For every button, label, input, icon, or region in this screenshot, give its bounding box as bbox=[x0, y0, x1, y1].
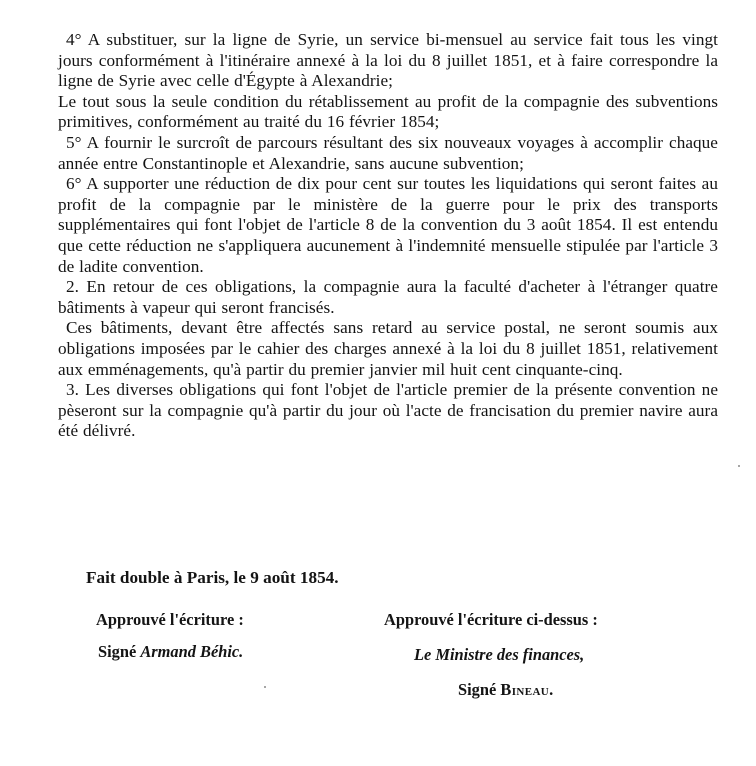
paragraph-ships: Ces bâtiments, devant être affectés sans retard au service postal, ne seront soumis aux obligations imposées par le cahier des charges annexé à la loi du 8 juillet 1851, relativement aux emménagements, qu'à partir du premier janvier mil huit cent cinquante-cinq. bbox=[58, 318, 718, 379]
paragraph-item-5: 5° A fournir le surcroît de parcours résultant des six nouveaux voyages à accomplir chaque année entre Constantinople et Alexandrie, sans aucune subvention; bbox=[58, 132, 718, 173]
right-signed-prefix: Signé bbox=[458, 680, 501, 699]
left-signed-prefix: Signé bbox=[98, 642, 141, 661]
paragraph-article-2: 2. En retour de ces obligations, la compagnie aura la faculté d'acheter à l'étranger quatre bâtiments à vapeur qui seront francisés. bbox=[58, 277, 718, 317]
paragraph-item-6: 6° A supporter une réduction de dix pour cent sur toutes les liquidations qui seront faites au profit de la compagnie par le ministère de la guerre pour le prix des transports supplémentaires qui font l'objet de l'article 8 de la convention du 3 août 1854. Il est entendu que cette réduction ne s'appliquera aucunement à l'indemnité mensuelle stipulée par l'article 3 de ladite convention. bbox=[58, 174, 718, 276]
right-approval-label: Approuvé l'écriture ci-dessus : bbox=[384, 610, 598, 629]
left-approval-label: Approuvé l'écriture : bbox=[96, 610, 244, 629]
right-signatory-name: Bineau. bbox=[500, 680, 554, 699]
paragraph-item-4: 4° A substituer, sur la ligne de Syrie, un service bi-mensuel au service fait tous les vingt jours conformément à l'itinéraire annexé à la loi du 8 juillet 1851, et à faire correspondre la ligne de Syrie avec celle d'Égypte à Alexandrie; bbox=[58, 30, 718, 91]
paragraph-condition: Le tout sous la seule condition du rétablissement au profit de la compagnie des subventions primitives, conformément au traité du 16 février 1854; bbox=[58, 91, 718, 132]
right-signature bbox=[458, 680, 554, 700]
paragraph-article-3: 3. Les diverses obligations qui font l'objet de l'article premier de la présente convention ne pèseront sur la compagnie qu'à partir du jour où l'acte de francisation du premier navire aura été délivré. bbox=[58, 380, 718, 441]
right-signatory-title: Le Ministre des finances, bbox=[414, 645, 585, 664]
print-speck bbox=[738, 465, 740, 467]
left-signatory-name: Armand Béhic. bbox=[140, 642, 244, 661]
document-body bbox=[58, 30, 718, 442]
left-signature bbox=[98, 642, 243, 662]
dated-line: Fait double à Paris, le 9 août 1854. bbox=[86, 568, 339, 587]
print-speck bbox=[264, 686, 266, 688]
